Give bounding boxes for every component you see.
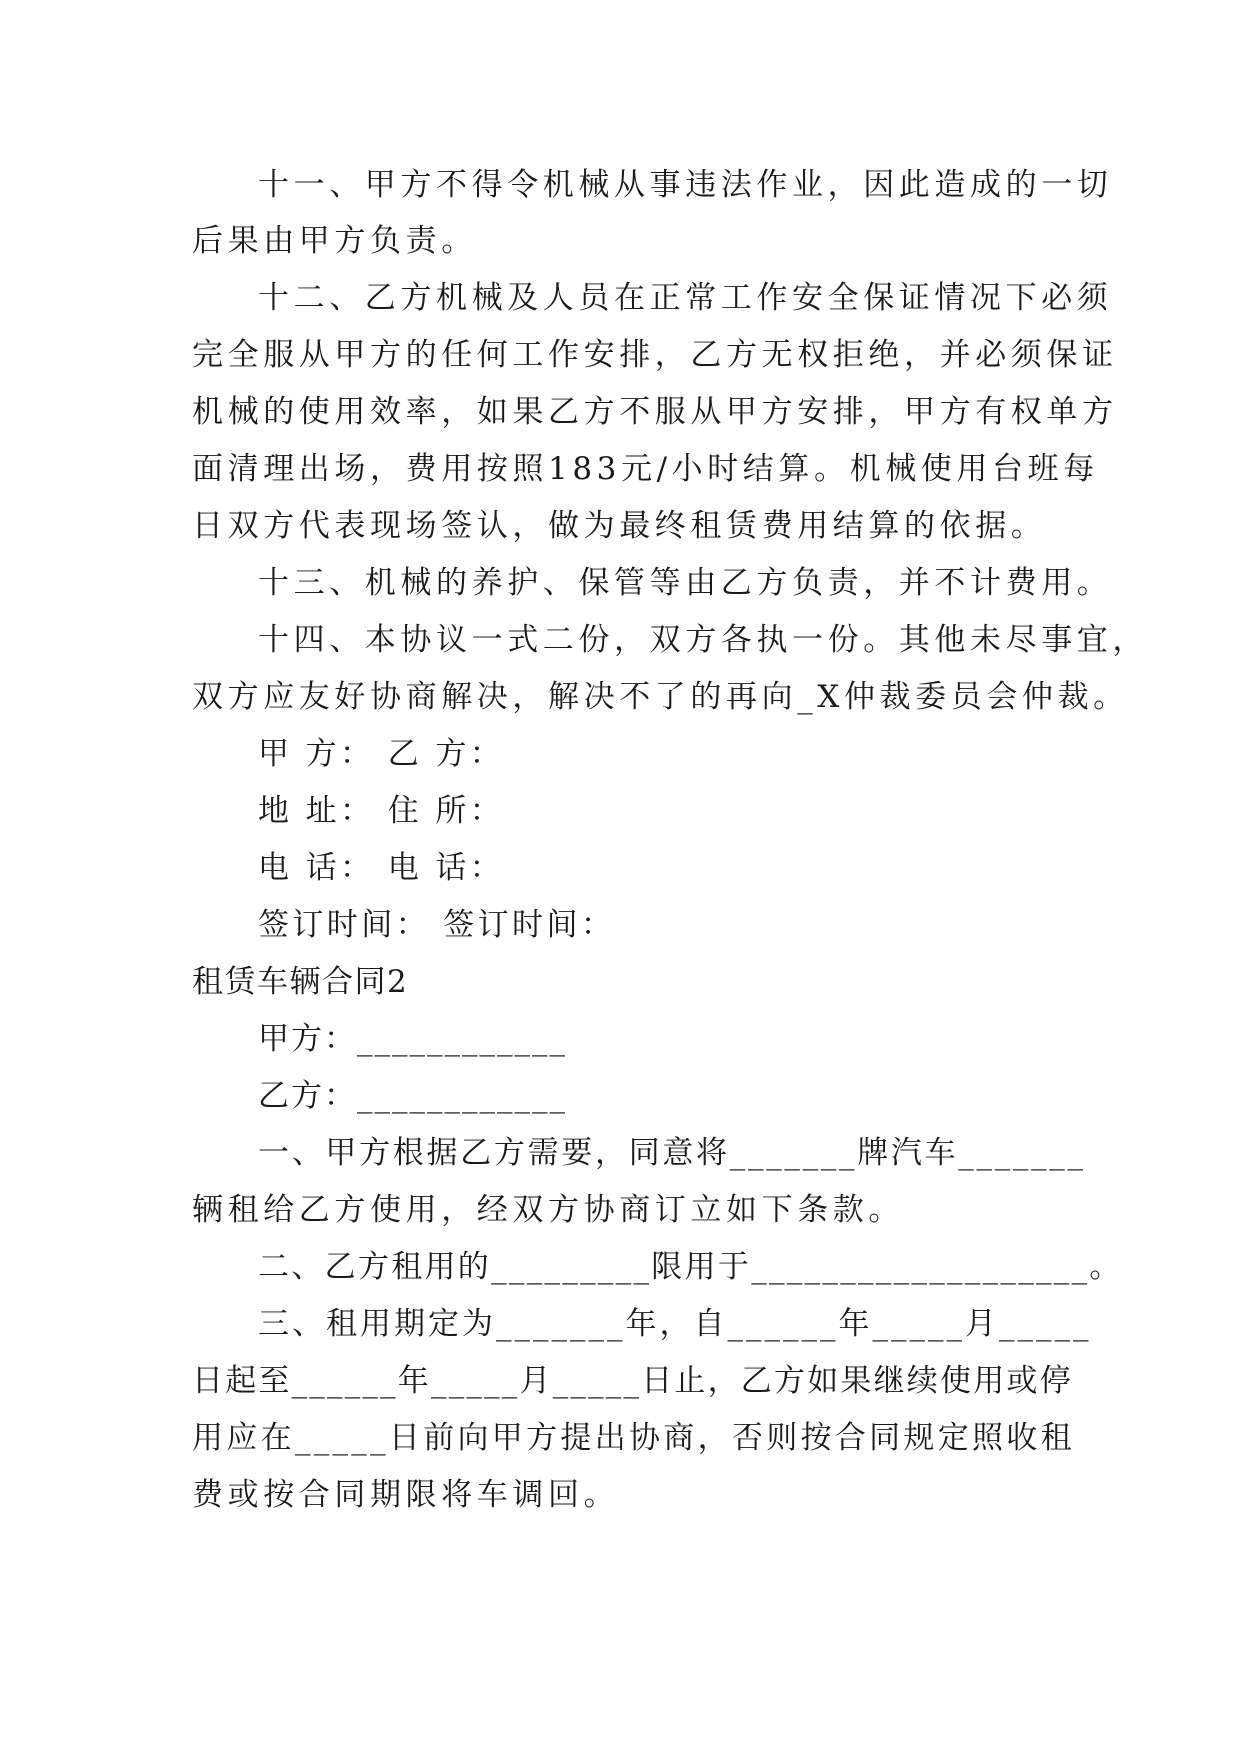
clause-3-line-4: 费或按合同期限将车调回。 <box>192 1477 620 1513</box>
clause-2: 二、乙方租用的_________限用于___________________。 <box>258 1249 1123 1285</box>
clause-3-line-2: 日起至______年_____月_____日止，乙方如果继续使用或停 <box>192 1363 1073 1399</box>
party-a-field: 甲方：____________ <box>258 1021 567 1057</box>
clause-14-line-1: 十四、本协议一式二份，双方各执一份。其他未尽事宜， <box>258 622 1148 658</box>
clause-13: 十三、机械的养护、保管等由乙方负责，并不计费用。 <box>258 565 1113 601</box>
signature-date: 签订时间： 签订时间： <box>258 907 616 943</box>
clause-12-line-2: 完全服从甲方的任何工作安排，乙方无权拒绝，并必须保证 <box>192 337 1118 373</box>
clause-12-line-4: 面清理出场，费用按照183元/小时结算。机械使用台班每 <box>192 451 1099 487</box>
clause-3-line-1: 三、租用期定为_______年，自______年_____月_____ <box>258 1306 1092 1342</box>
clause-1-line-2: 辆租给乙方使用，经双方协商订立如下条款。 <box>192 1192 904 1228</box>
clause-11-line-1: 十一、甲方不得令机械从事违法作业，因此造成的一切 <box>258 167 1113 203</box>
signature-address: 地 址： 住 所： <box>258 793 505 829</box>
signature-party: 甲 方： 乙 方： <box>258 736 505 772</box>
clause-1-line-1: 一、甲方根据乙方需要，同意将_______牌汽车_______ <box>258 1135 1086 1171</box>
clause-12-line-5: 日双方代表现场签认，做为最终租赁费用结算的依据。 <box>192 508 1047 544</box>
clause-14-line-2: 双方应友好协商解决，解决不了的再向_X仲裁委员会仲裁。 <box>192 679 1129 715</box>
clause-3-line-3: 用应在_____日前向甲方提出协商，否则按合同规定照收租 <box>192 1420 1075 1456</box>
clause-12-line-1: 十二、乙方机械及人员在正常工作安全保证情况下必须 <box>258 280 1113 316</box>
contract-title: 租赁车辆合同2 <box>192 964 409 1000</box>
party-b-field: 乙方：____________ <box>258 1078 567 1114</box>
signature-phone: 电 话： 电 话： <box>258 850 505 886</box>
clause-12-line-3: 机械的使用效率，如果乙方不服从甲方安排，甲方有权单方 <box>192 394 1118 430</box>
clause-11-line-2: 后果由甲方负责。 <box>192 223 477 259</box>
